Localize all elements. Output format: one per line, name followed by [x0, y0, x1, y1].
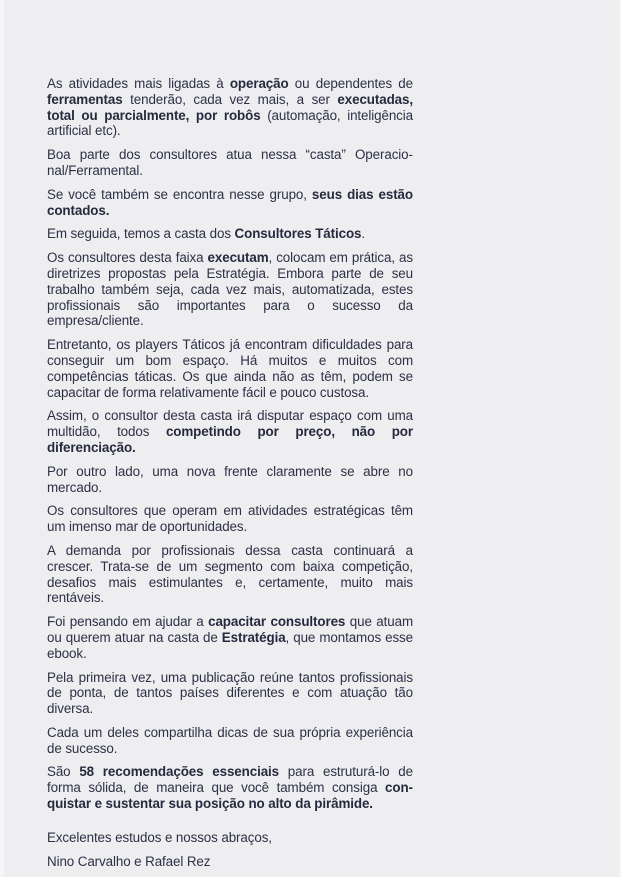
text-run: , que montamos esse ebook.: [47, 629, 413, 661]
text-run: para estruturá-lo de forma sólida, de maneira que você também consiga: [47, 764, 413, 796]
body-paragraph: [47, 408, 413, 455]
emphasis-text: executadas, total ou parcialmente, por robôs: [47, 91, 413, 123]
body-paragraph: [47, 670, 413, 717]
ebook-intro-page: [47, 76, 413, 877]
signature: Nino Carvalho e Rafael Rez: [47, 853, 211, 869]
emphasis-text: seus dias estão contados.: [47, 186, 413, 218]
text-run: Entretanto, os players Táticos já encontram dificuldades para conseguir um bom espaço. Há muitos e muitos com competências táticas. Os que ainda não as têm, podem se capacitar de forma relativamente fácil e pouco custosa.: [47, 337, 413, 400]
body-paragraph: [47, 725, 413, 757]
body-text: [47, 76, 413, 812]
page-edge-left: [0, 0, 4, 877]
body-paragraph: [47, 76, 413, 139]
emphasis-text: competindo por preço, não por diferenciação.: [47, 424, 413, 455]
emphasis-text: 58 recomendações essenciais: [79, 764, 280, 780]
text-run: Foi pensando em ajudar a: [47, 614, 209, 630]
body-paragraph: [47, 147, 413, 179]
text-run: (automação, inteligência artificial etc).: [47, 107, 413, 139]
body-paragraph: [47, 250, 413, 329]
body-paragraph: [47, 503, 413, 535]
text-run: A demanda por profissionais dessa casta continuará a crescer. Trata-se de um segmento com baixa competição, desafios mais estimulantes e, certamente, muito mais rentáveis.: [47, 542, 413, 606]
text-run: Em seguida, temos a casta dos: [47, 226, 235, 242]
text-run: Os consultores desta faixa: [47, 250, 208, 266]
body-paragraph: [47, 543, 413, 606]
emphasis-text: conquistar e sustentar sua posição no alto da pirâmide.: [47, 780, 413, 812]
text-run: Pela primeira vez, uma publicação reúne tantos profissionais de ponta, de tantos países diferentes e com atuação tão diversa.: [47, 669, 413, 717]
text-run: que atuam ou querem atuar na casta de: [47, 614, 413, 645]
emphasis-text: capacitar consultores: [208, 614, 346, 630]
text-run: Cada um deles compartilha dicas de sua própria experiência de sucesso.: [47, 724, 413, 756]
body-paragraph: [47, 614, 413, 661]
text-run: .: [361, 226, 365, 242]
emphasis-text: ferramentas: [47, 91, 123, 107]
emphasis-text: Estratégia: [221, 629, 286, 645]
text-run: tenderão, cada vez mais, a ser: [122, 91, 338, 107]
text-run: ou dependentes de: [288, 76, 413, 91]
text-run: Assim, o consultor desta casta irá disputar espaço com uma multidão, todos: [47, 408, 413, 440]
body-paragraph: [47, 187, 413, 219]
text-run: Boa parte dos consultores atua nessa “casta” Operacional/Ferramental.: [47, 147, 413, 178]
text-run: Se você também se encontra nesse grupo,: [47, 186, 312, 202]
closing-line: Excelentes estudos e nossos abraços,: [47, 829, 272, 845]
body-paragraph: [47, 464, 413, 496]
emphasis-text: executam: [207, 250, 269, 266]
text-run: Os consultores que operam em atividades estratégicas têm um imenso mar de oportunidades.: [47, 503, 413, 535]
body-paragraph: [47, 764, 413, 811]
body-paragraph: [47, 226, 413, 242]
text-run: São: [47, 764, 80, 780]
text-run: As atividades mais ligadas à: [47, 76, 230, 91]
body-paragraph: [47, 337, 413, 400]
emphasis-text: operação: [229, 76, 289, 91]
text-run: Por outro lado, uma nova frente claramente se abre no mercado.: [47, 463, 413, 495]
text-run: , colocam em prática, as diretrizes propostas pela Estratégia. Embora parte de seu trabalho também seja, cada vez mais, automatizada, estes profissionais são importantes para o sucesso da empresa/cliente.: [47, 250, 413, 329]
emphasis-text: Consultores Táticos: [234, 226, 362, 242]
